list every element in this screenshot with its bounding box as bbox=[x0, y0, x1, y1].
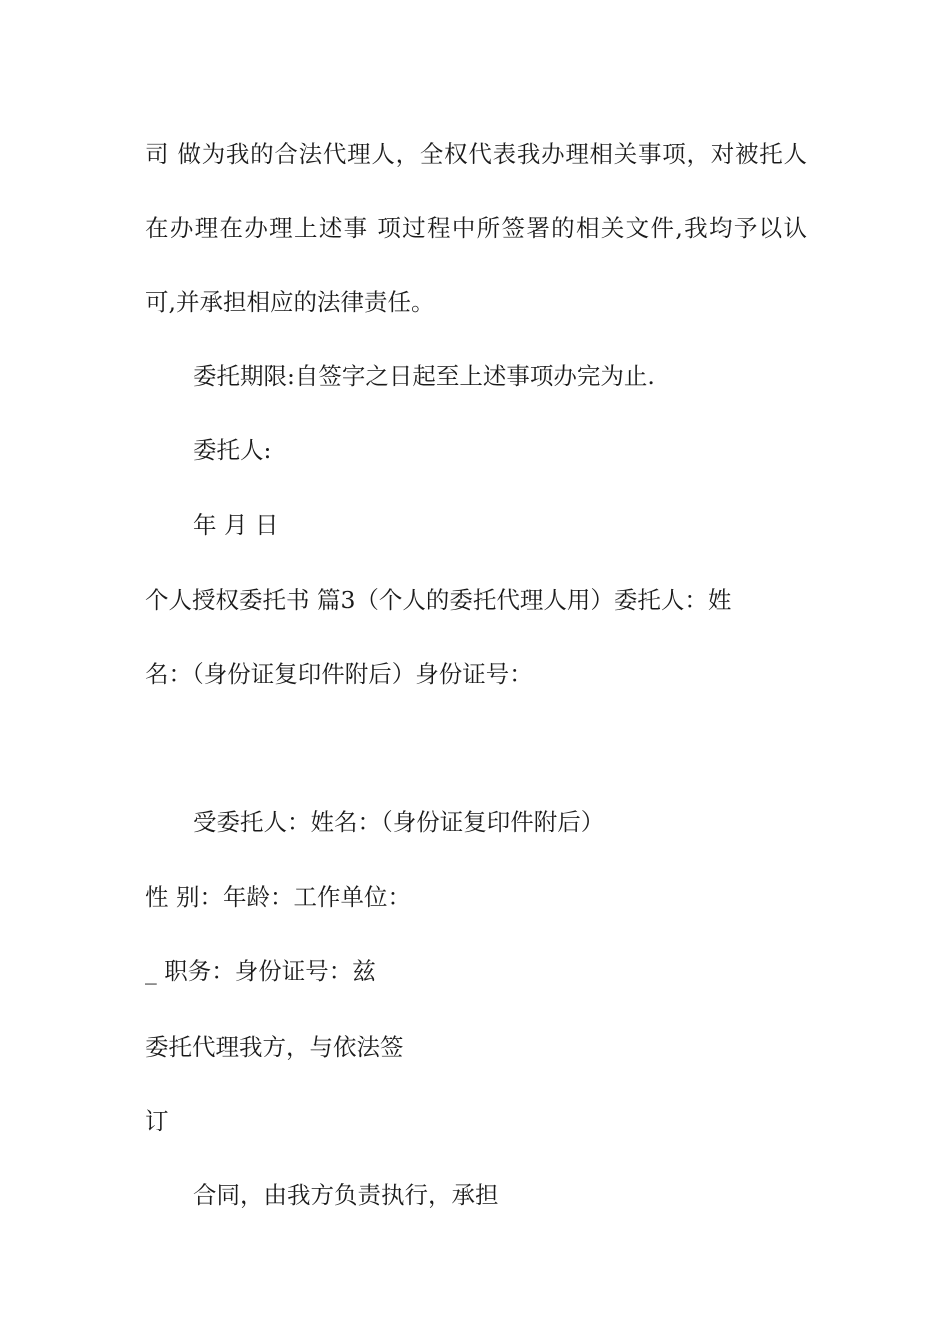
hereby-char: 兹 bbox=[352, 957, 376, 985]
contract-clause: 合同，由我方负责执行，承担 bbox=[193, 1181, 499, 1209]
agent-id-label: 身份证号： bbox=[234, 957, 353, 985]
age-label: 年龄： bbox=[222, 883, 294, 911]
principal-name-line bbox=[145, 654, 807, 694]
contract-line bbox=[193, 1175, 807, 1215]
section-subtitle: （个人的委托代理人用）委托人：姓 bbox=[355, 586, 732, 614]
entrust-label: 委托 bbox=[145, 1033, 192, 1061]
principal-id-continuation bbox=[145, 728, 807, 768]
id-copy-note: （身份证复印件附后）身份证号： bbox=[192, 660, 533, 688]
agent-name-label: 受委托人：姓名： bbox=[193, 808, 381, 836]
agent-name-line bbox=[193, 802, 807, 842]
date-line: 年 月 日 bbox=[193, 511, 279, 539]
term-clause: 委托期限:自签字之日起至上述事项办完为止. bbox=[193, 362, 655, 390]
position-label: _ 职务： bbox=[145, 957, 235, 985]
represent-label: 代理我方，与 bbox=[192, 1033, 333, 1061]
name-label: 名： bbox=[145, 660, 192, 688]
agent-details-line bbox=[145, 877, 807, 917]
section-title: 个人授权委托书 篇3 bbox=[145, 586, 356, 614]
section-heading-line bbox=[145, 580, 807, 620]
employer-label: 工作单位： bbox=[293, 883, 411, 911]
gender-label: 性 别： bbox=[145, 883, 223, 911]
sign-label: 依法签 bbox=[333, 1033, 404, 1061]
agent-position-line bbox=[145, 951, 807, 991]
principal-label: 委托人: bbox=[193, 436, 272, 464]
agent-id-copy-note: （身份证复印件附后） bbox=[381, 808, 605, 836]
entrust-line bbox=[145, 1027, 807, 1067]
paragraph-line-3: 可,并承担相应的法律责任。 bbox=[145, 288, 435, 316]
paragraph-line-1: 司 做为我的合法代理人，全权代表我办理相关事项，对被托人 bbox=[145, 140, 807, 168]
sign-continuation: 订 bbox=[145, 1107, 169, 1135]
paragraph-line-2: 在办理在办理上述事 项过程中所签署的相关文件,我均予以认 bbox=[145, 214, 807, 242]
